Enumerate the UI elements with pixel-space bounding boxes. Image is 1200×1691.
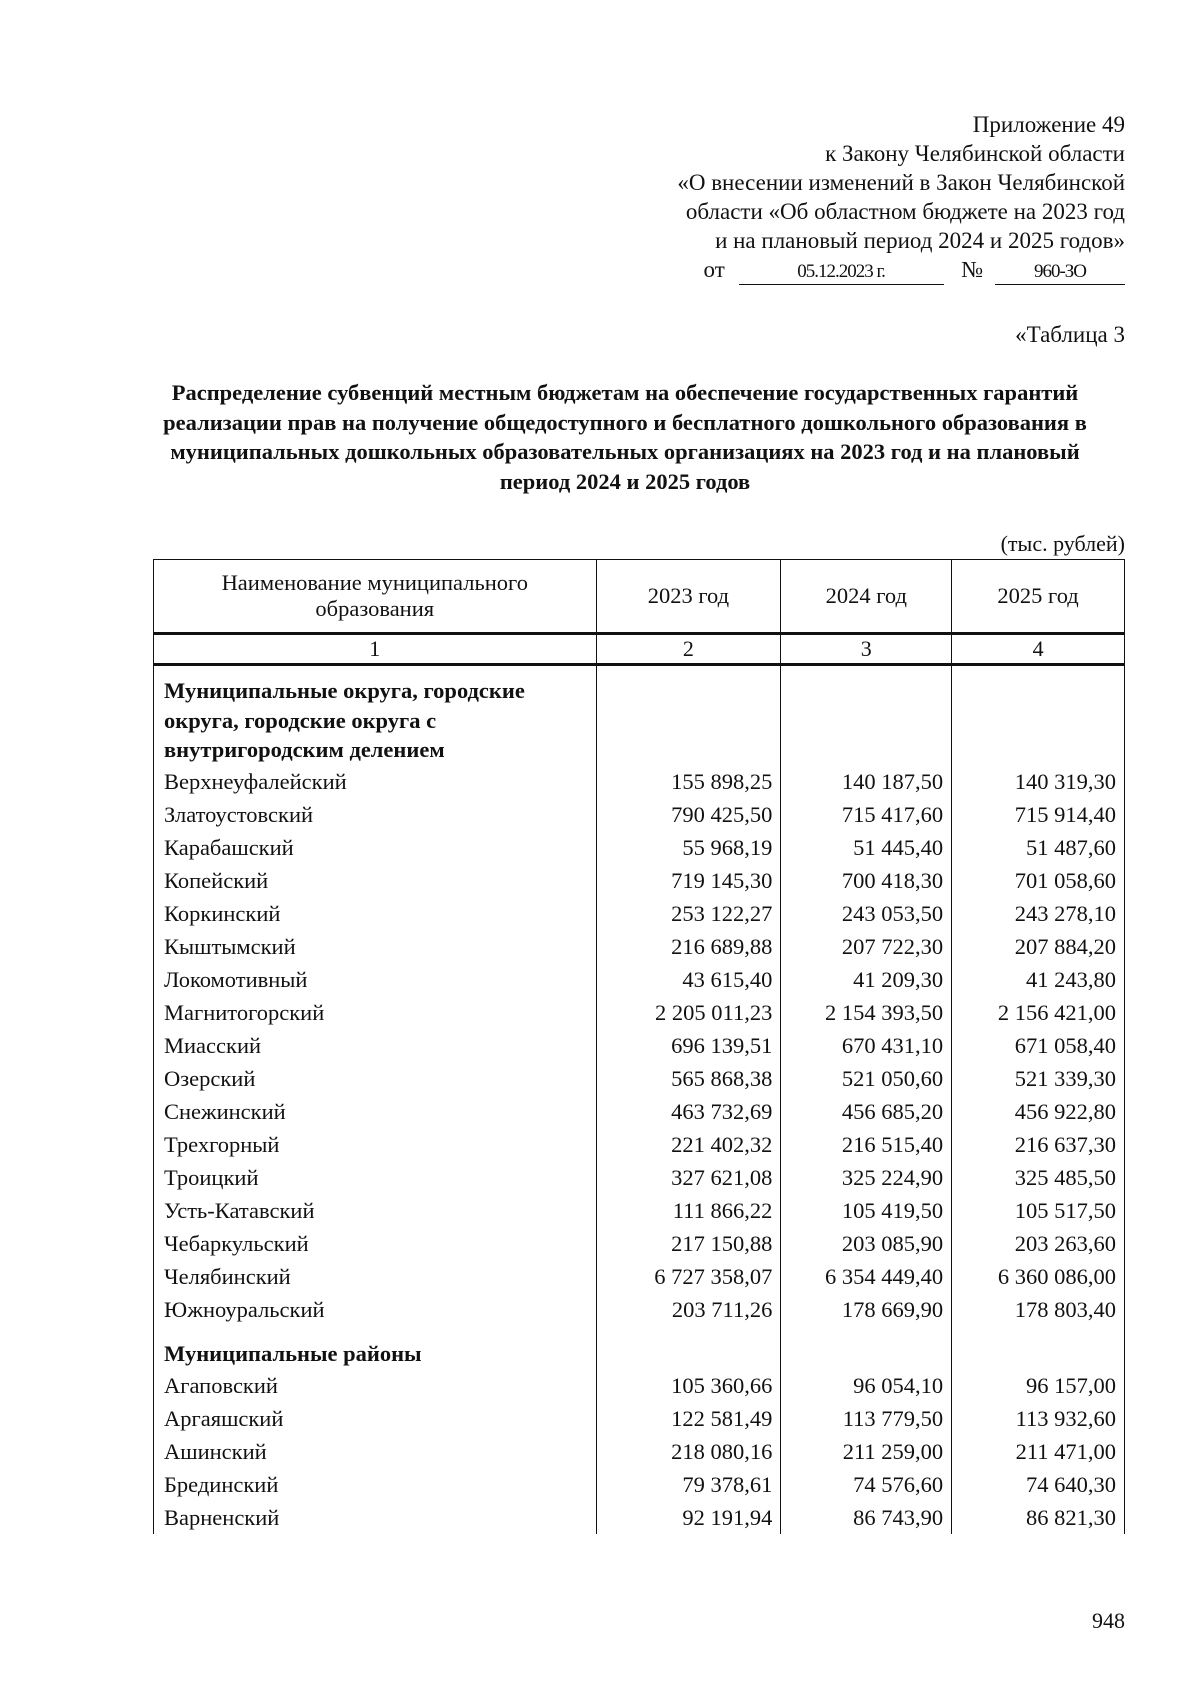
municipality-name: Троицкий: [154, 1161, 597, 1194]
value-2024: 456 685,20: [781, 1095, 952, 1128]
header-2024: 2024 год: [781, 560, 952, 634]
value-2024: 140 187,50: [781, 765, 952, 798]
units-label: (тыс. рублей): [1000, 531, 1125, 556]
municipality-name: Миасский: [154, 1029, 597, 1062]
value-2024: 41 209,30: [781, 963, 952, 996]
municipality-name: Локомотивный: [154, 963, 597, 996]
value-2025: 671 058,40: [952, 1029, 1125, 1062]
municipality-name: Снежинский: [154, 1095, 597, 1128]
value-2024: 86 743,90: [781, 1501, 952, 1534]
empty-cell: [952, 1326, 1125, 1369]
value-2023: 105 360,66: [596, 1369, 781, 1402]
column-number: 1: [154, 634, 597, 665]
appendix-block: [565, 110, 1125, 285]
value-2024: 521 050,60: [781, 1062, 952, 1095]
municipality-name: Магнитогорский: [154, 996, 597, 1029]
header-2025: 2025 год: [952, 560, 1125, 634]
table-row: [154, 1293, 1125, 1326]
table-row: [154, 831, 1125, 864]
value-2024: 325 224,90: [781, 1161, 952, 1194]
law-date: 05.12.2023 г.: [739, 260, 944, 285]
empty-cell: [781, 665, 952, 765]
table-row: [154, 1435, 1125, 1468]
value-2025: 207 884,20: [952, 930, 1125, 963]
municipality-name: Усть-Катавский: [154, 1194, 597, 1227]
value-2024: 243 053,50: [781, 897, 952, 930]
value-2025: 211 471,00: [952, 1435, 1125, 1468]
value-2023: 122 581,49: [596, 1402, 781, 1435]
municipality-name: Кыштымский: [154, 930, 597, 963]
table-row: [154, 1095, 1125, 1128]
value-2023: 111 866,22: [596, 1194, 781, 1227]
date-prefix: от: [703, 257, 725, 282]
value-2024: 105 419,50: [781, 1194, 952, 1227]
value-2024: 96 054,10: [781, 1369, 952, 1402]
empty-cell: [596, 1326, 781, 1369]
value-2024: 203 085,90: [781, 1227, 952, 1260]
value-2025: 105 517,50: [952, 1194, 1125, 1227]
page-number: 948: [1092, 1608, 1125, 1633]
value-2023: 55 968,19: [596, 831, 781, 864]
empty-cell: [952, 665, 1125, 765]
value-2025: 203 263,60: [952, 1227, 1125, 1260]
value-2023: 217 150,88: [596, 1227, 781, 1260]
value-2025: 216 637,30: [952, 1128, 1125, 1161]
law-date-line: [565, 255, 1125, 285]
municipality-name: Челябинский: [154, 1260, 597, 1293]
value-2024: 216 515,40: [781, 1128, 952, 1161]
table-row: [154, 1194, 1125, 1227]
table-row: [154, 897, 1125, 930]
municipality-name: Аргаяшский: [154, 1402, 597, 1435]
table-row: [154, 963, 1125, 996]
municipality-name: Южноуральский: [154, 1293, 597, 1326]
column-number-row: [154, 634, 1125, 665]
value-2023: 6 727 358,07: [596, 1260, 781, 1293]
value-2025: 178 803,40: [952, 1293, 1125, 1326]
value-2025: 86 821,30: [952, 1501, 1125, 1534]
law-number: 960-ЗО: [995, 260, 1125, 285]
table-row: [154, 1227, 1125, 1260]
value-2023: 790 425,50: [596, 798, 781, 831]
value-2025: 456 922,80: [952, 1095, 1125, 1128]
number-prefix: №: [961, 257, 984, 282]
column-number: 4: [952, 634, 1125, 665]
table-row: [154, 1260, 1125, 1293]
header-municipality: Наименование муниципального образования: [154, 560, 597, 634]
municipality-name: Верхнеуфалейский: [154, 765, 597, 798]
empty-cell: [596, 665, 781, 765]
subvention-table: [153, 559, 1125, 1534]
appendix-line: области «Об областном бюджете на 2023 год: [685, 199, 1125, 224]
value-2025: 96 157,00: [952, 1369, 1125, 1402]
value-2025: 74 640,30: [952, 1468, 1125, 1501]
municipality-name: Брединский: [154, 1468, 597, 1501]
municipality-name: Ашинский: [154, 1435, 597, 1468]
table-row: [154, 1369, 1125, 1402]
table-row: [154, 1468, 1125, 1501]
section-title: Муниципальные округа, городские округа, городские округа с внутригородским делением: [154, 665, 597, 765]
value-2024: 6 354 449,40: [781, 1260, 952, 1293]
municipality-name: Копейский: [154, 864, 597, 897]
table-row: [154, 1501, 1125, 1534]
value-2023: 463 732,69: [596, 1095, 781, 1128]
value-2024: 670 431,10: [781, 1029, 952, 1062]
value-2024: 51 445,40: [781, 831, 952, 864]
table-reference: «Таблица 3: [1015, 322, 1125, 347]
value-2024: 178 669,90: [781, 1293, 952, 1326]
section-title: Муниципальные районы: [154, 1326, 597, 1369]
value-2024: 207 722,30: [781, 930, 952, 963]
value-2025: 6 360 086,00: [952, 1260, 1125, 1293]
table-header-row: [154, 560, 1125, 634]
appendix-line: и на плановый период 2024 и 2025 годов»: [715, 228, 1125, 253]
value-2023: 696 139,51: [596, 1029, 781, 1062]
value-2025: 701 058,60: [952, 864, 1125, 897]
municipality-name: Агаповский: [154, 1369, 597, 1402]
value-2024: 2 154 393,50: [781, 996, 952, 1029]
table-body: [154, 665, 1125, 1534]
value-2024: 715 417,60: [781, 798, 952, 831]
table-row: [154, 798, 1125, 831]
value-2025: 140 319,30: [952, 765, 1125, 798]
value-2025: 113 932,60: [952, 1402, 1125, 1435]
section-header-row: [154, 1326, 1125, 1369]
page-title: Распределение субвенций местным бюджетам на обеспечение государственных гарантий реализации прав на получение общедоступного и бесплатного дошкольного образования в муниципальных дошкольных образовательных организациях на 2023 год и на плановый период 2024 и 2025 годов: [163, 380, 1087, 494]
table-row: [154, 864, 1125, 897]
appendix-line: к Закону Челябинской области: [825, 141, 1125, 166]
municipality-name: Златоустовский: [154, 798, 597, 831]
table-row: [154, 996, 1125, 1029]
value-2025: 715 914,40: [952, 798, 1125, 831]
value-2025: 243 278,10: [952, 897, 1125, 930]
table-row: [154, 1128, 1125, 1161]
municipality-name: Коркинский: [154, 897, 597, 930]
value-2023: 253 122,27: [596, 897, 781, 930]
header-2023: 2023 год: [596, 560, 781, 634]
municipality-name: Трехгорный: [154, 1128, 597, 1161]
column-number: 3: [781, 634, 952, 665]
value-2023: 565 868,38: [596, 1062, 781, 1095]
value-2024: 700 418,30: [781, 864, 952, 897]
value-2023: 719 145,30: [596, 864, 781, 897]
value-2023: 203 711,26: [596, 1293, 781, 1326]
value-2024: 74 576,60: [781, 1468, 952, 1501]
value-2025: 51 487,60: [952, 831, 1125, 864]
value-2024: 113 779,50: [781, 1402, 952, 1435]
value-2024: 211 259,00: [781, 1435, 952, 1468]
value-2023: 327 621,08: [596, 1161, 781, 1194]
value-2025: 2 156 421,00: [952, 996, 1125, 1029]
value-2023: 43 615,40: [596, 963, 781, 996]
value-2023: 221 402,32: [596, 1128, 781, 1161]
value-2025: 325 485,50: [952, 1161, 1125, 1194]
value-2023: 218 080,16: [596, 1435, 781, 1468]
municipality-name: Карабашский: [154, 831, 597, 864]
value-2025: 521 339,30: [952, 1062, 1125, 1095]
table-row: [154, 1062, 1125, 1095]
table-row: [154, 930, 1125, 963]
value-2023: 216 689,88: [596, 930, 781, 963]
table-row: [154, 1402, 1125, 1435]
value-2023: 2 205 011,23: [596, 996, 781, 1029]
appendix-line: Приложение 49: [972, 112, 1125, 137]
table-row: [154, 1029, 1125, 1062]
column-number: 2: [596, 634, 781, 665]
value-2023: 92 191,94: [596, 1501, 781, 1534]
value-2023: 155 898,25: [596, 765, 781, 798]
table-row: [154, 765, 1125, 798]
value-2023: 79 378,61: [596, 1468, 781, 1501]
empty-cell: [781, 1326, 952, 1369]
table-row: [154, 1161, 1125, 1194]
municipality-name: Озерский: [154, 1062, 597, 1095]
value-2025: 41 243,80: [952, 963, 1125, 996]
section-header-row: [154, 665, 1125, 765]
municipality-name: Чебаркульский: [154, 1227, 597, 1260]
appendix-line: «О внесении изменений в Закон Челябинской: [677, 170, 1125, 195]
municipality-name: Варненский: [154, 1501, 597, 1534]
